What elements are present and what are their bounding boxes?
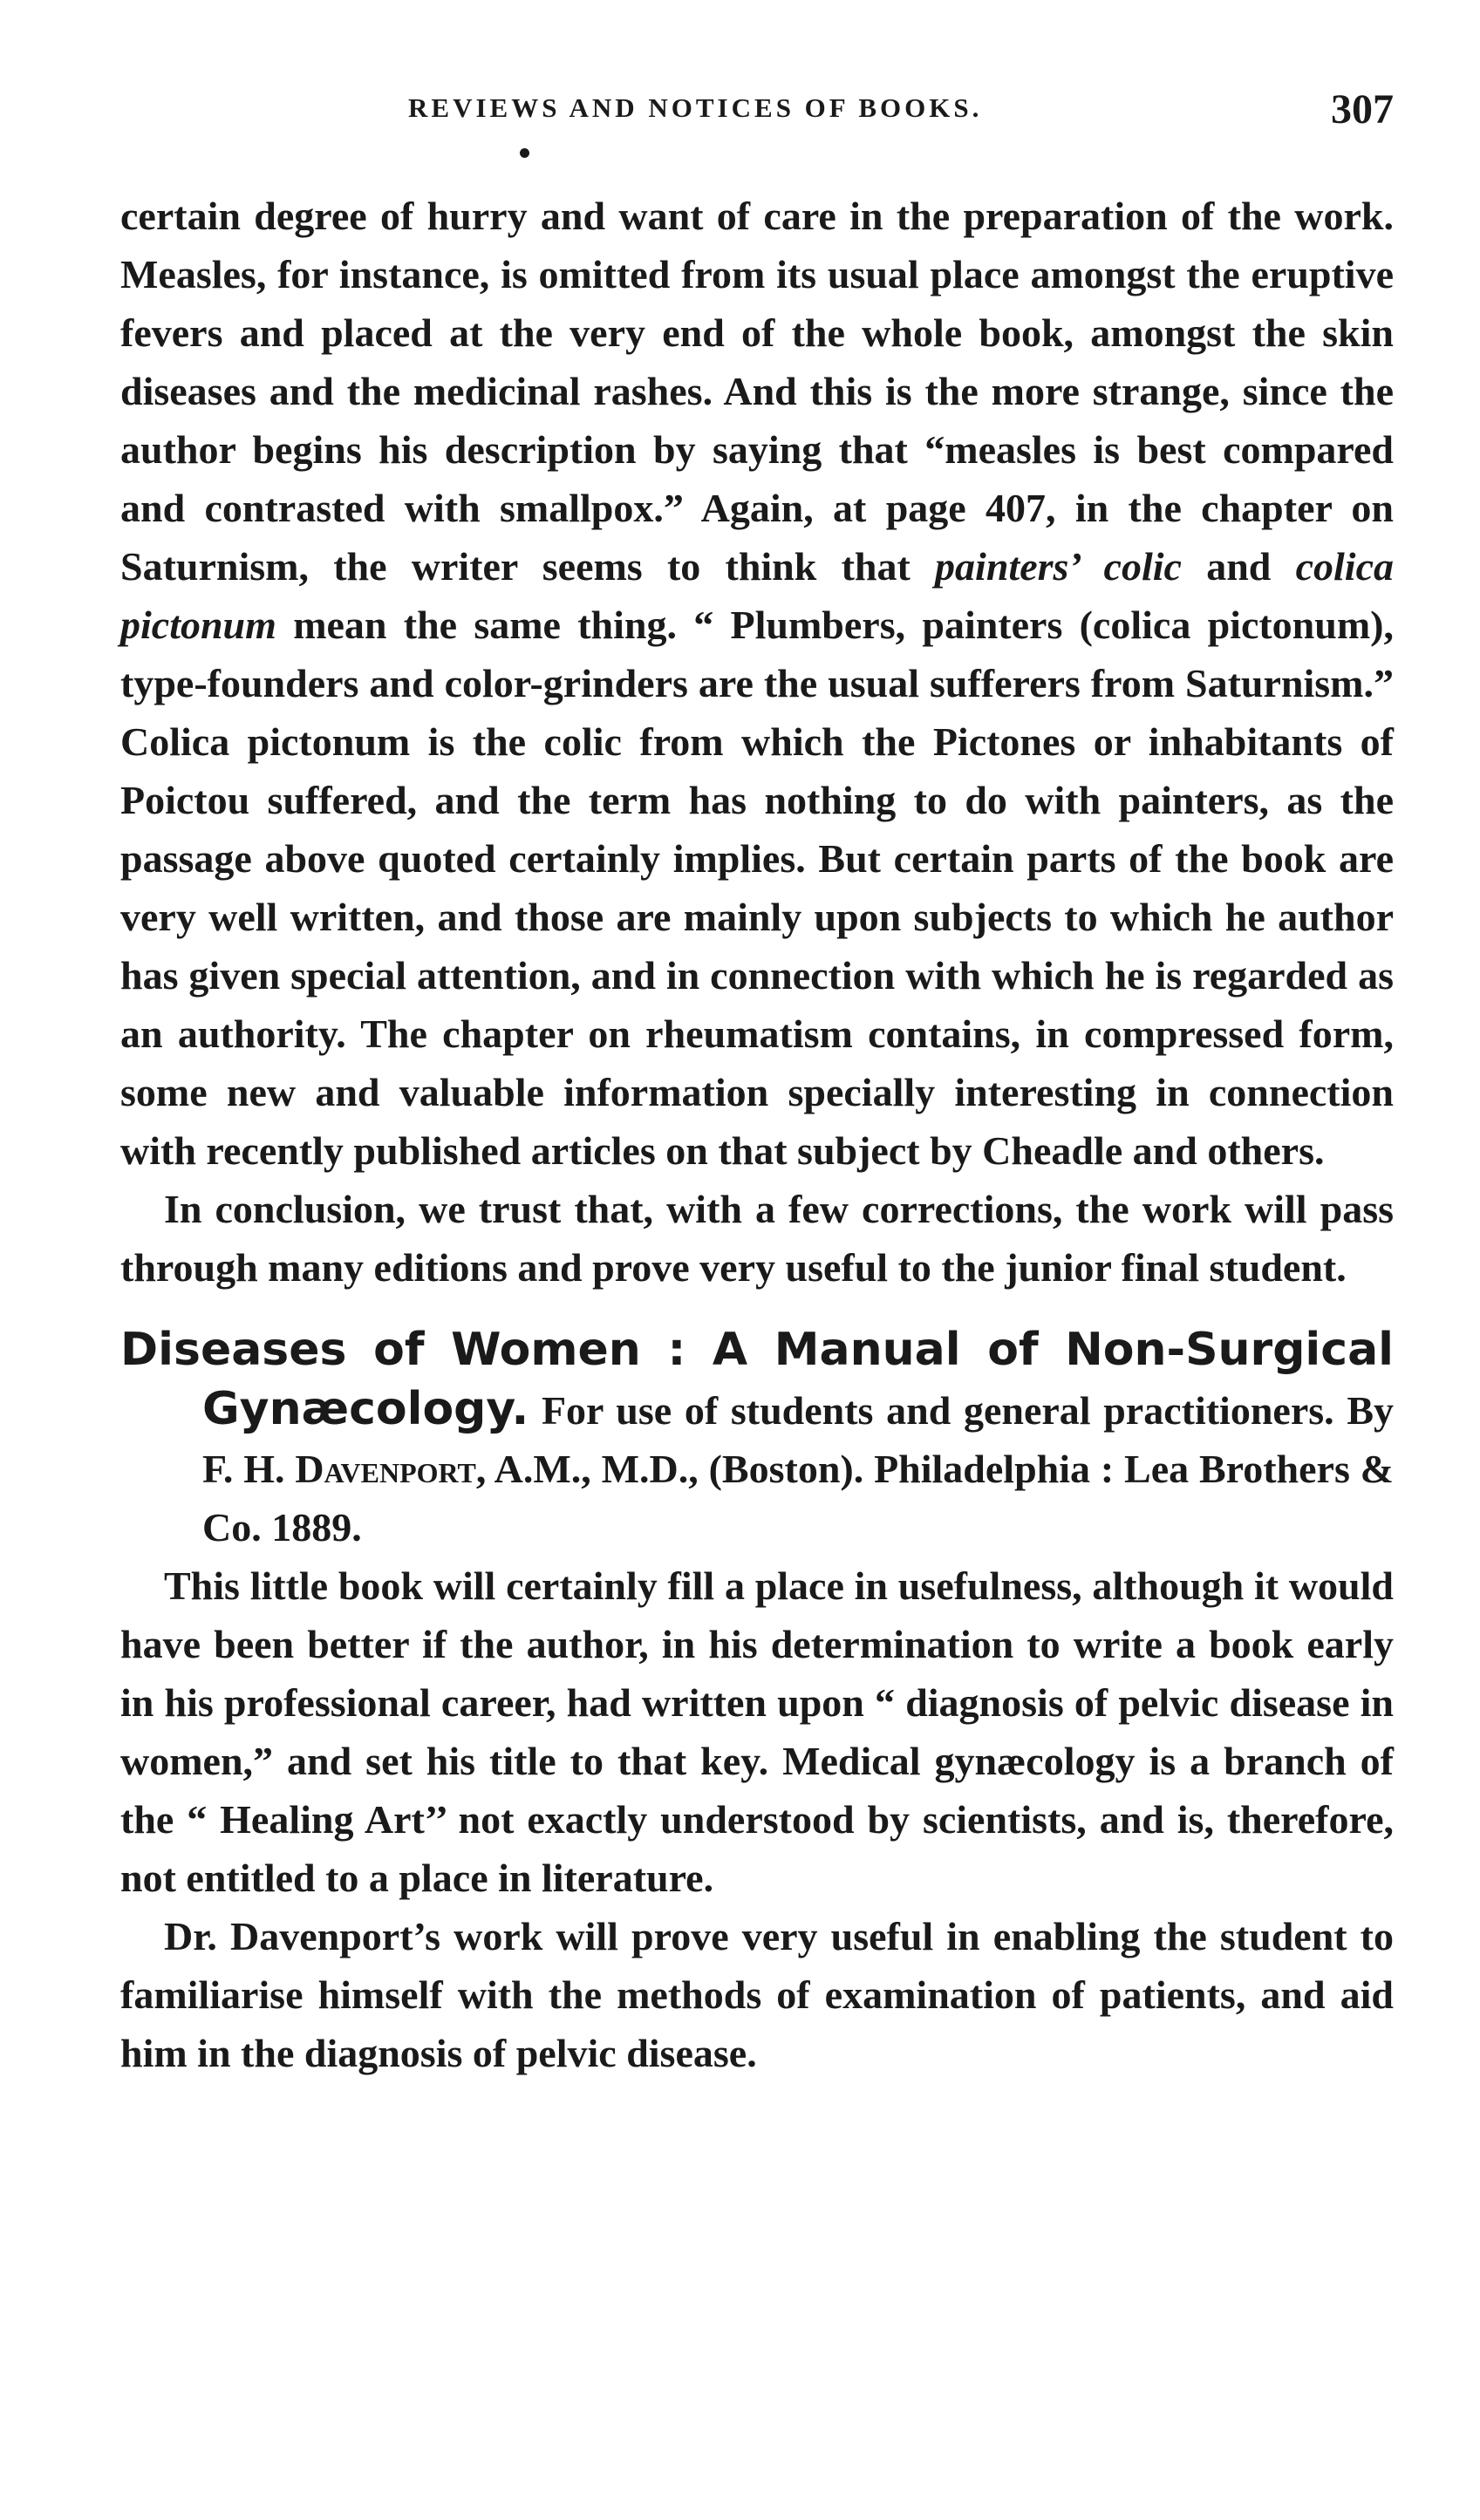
page-content [120,187,1394,2082]
paragraph-text: certain degree of hurry and want of care in the preparation of the work. Measles, for instance, is omitted from its usual place amongst the eruptive fevers and placed at the very end of the whole book, amongst the skin diseases and the medicinal rashes. And this is the more strange, since the author begins his description by saying that “measles is best compared and contrasted with smallpox.” Again, at page 407, in the chapter on Saturnism, the writer seems to think that [120,194,1394,589]
paragraph-text: mean the same thing. “ Plumbers, painters (colica pictonum), type-founders and color-grinders are the usual sufferers from Saturnism.” Colica pictonum is the colic from which the Pictones or inhabitants of Poictou suffered, and the term has nothing to do with painters, as the passage above quoted certainly implies. But certain parts of the book are very well written, and those are mainly upon subjects to which he author has given special attention, and in connection with which he is regarded as an authority. The chapter on rheumatism contains, in compressed form, some new and valuable information specially interesting in connection with recently published articles on that subject by Cheadle and others. [120,603,1394,1173]
running-title: REVIEWS AND NOTICES OF BOOKS. [408,92,983,123]
book-publisher: , A.M., M.D., (Boston). Philadelphia : Lea Brothers & Co. 1889. [202,1447,1395,1549]
review-paragraph: This little book will certainly fill a place in usefulness, although it would have been better if the author, in his determination to write a book early in his professional career, had written upon “ diagnosis of pelvic disease in women,” and set his title to that key. Medical gynæcology is a branch of the “ Healing Art’’ not exactly understood by scientists, and is, therefore, not entitled to a place in literature. [120,1563,1394,1900]
page-number: 307 [1331,86,1394,133]
review-paragraph: Dr. Davenport’s work will prove very useful in enabling the student to familiarise himself with the methods of examination of patients, and aid him in the diagnosis of pelvic disease. [120,1914,1394,2075]
book-meta: For use of students and general practitioners. By F. H. [202,1388,1394,1491]
review-heading [120,1321,1394,1556]
italic-term: colica pictonum [120,544,1394,647]
running-head [120,85,1394,138]
book-author: Davenport [295,1447,476,1491]
paragraph-text: and [1181,544,1296,589]
ink-dot [520,148,529,158]
continued-paragraph [120,187,1394,1180]
italic-term: painters’ colic [935,544,1182,589]
book-title: Diseases of Women : A Manual of Non-Surgical Gynæcology. [120,1324,1394,1435]
conclusion-paragraph: In conclusion, we trust that, with a few corrections, the work will pass through many editions and prove very useful to the junior final student. [120,1187,1394,1290]
